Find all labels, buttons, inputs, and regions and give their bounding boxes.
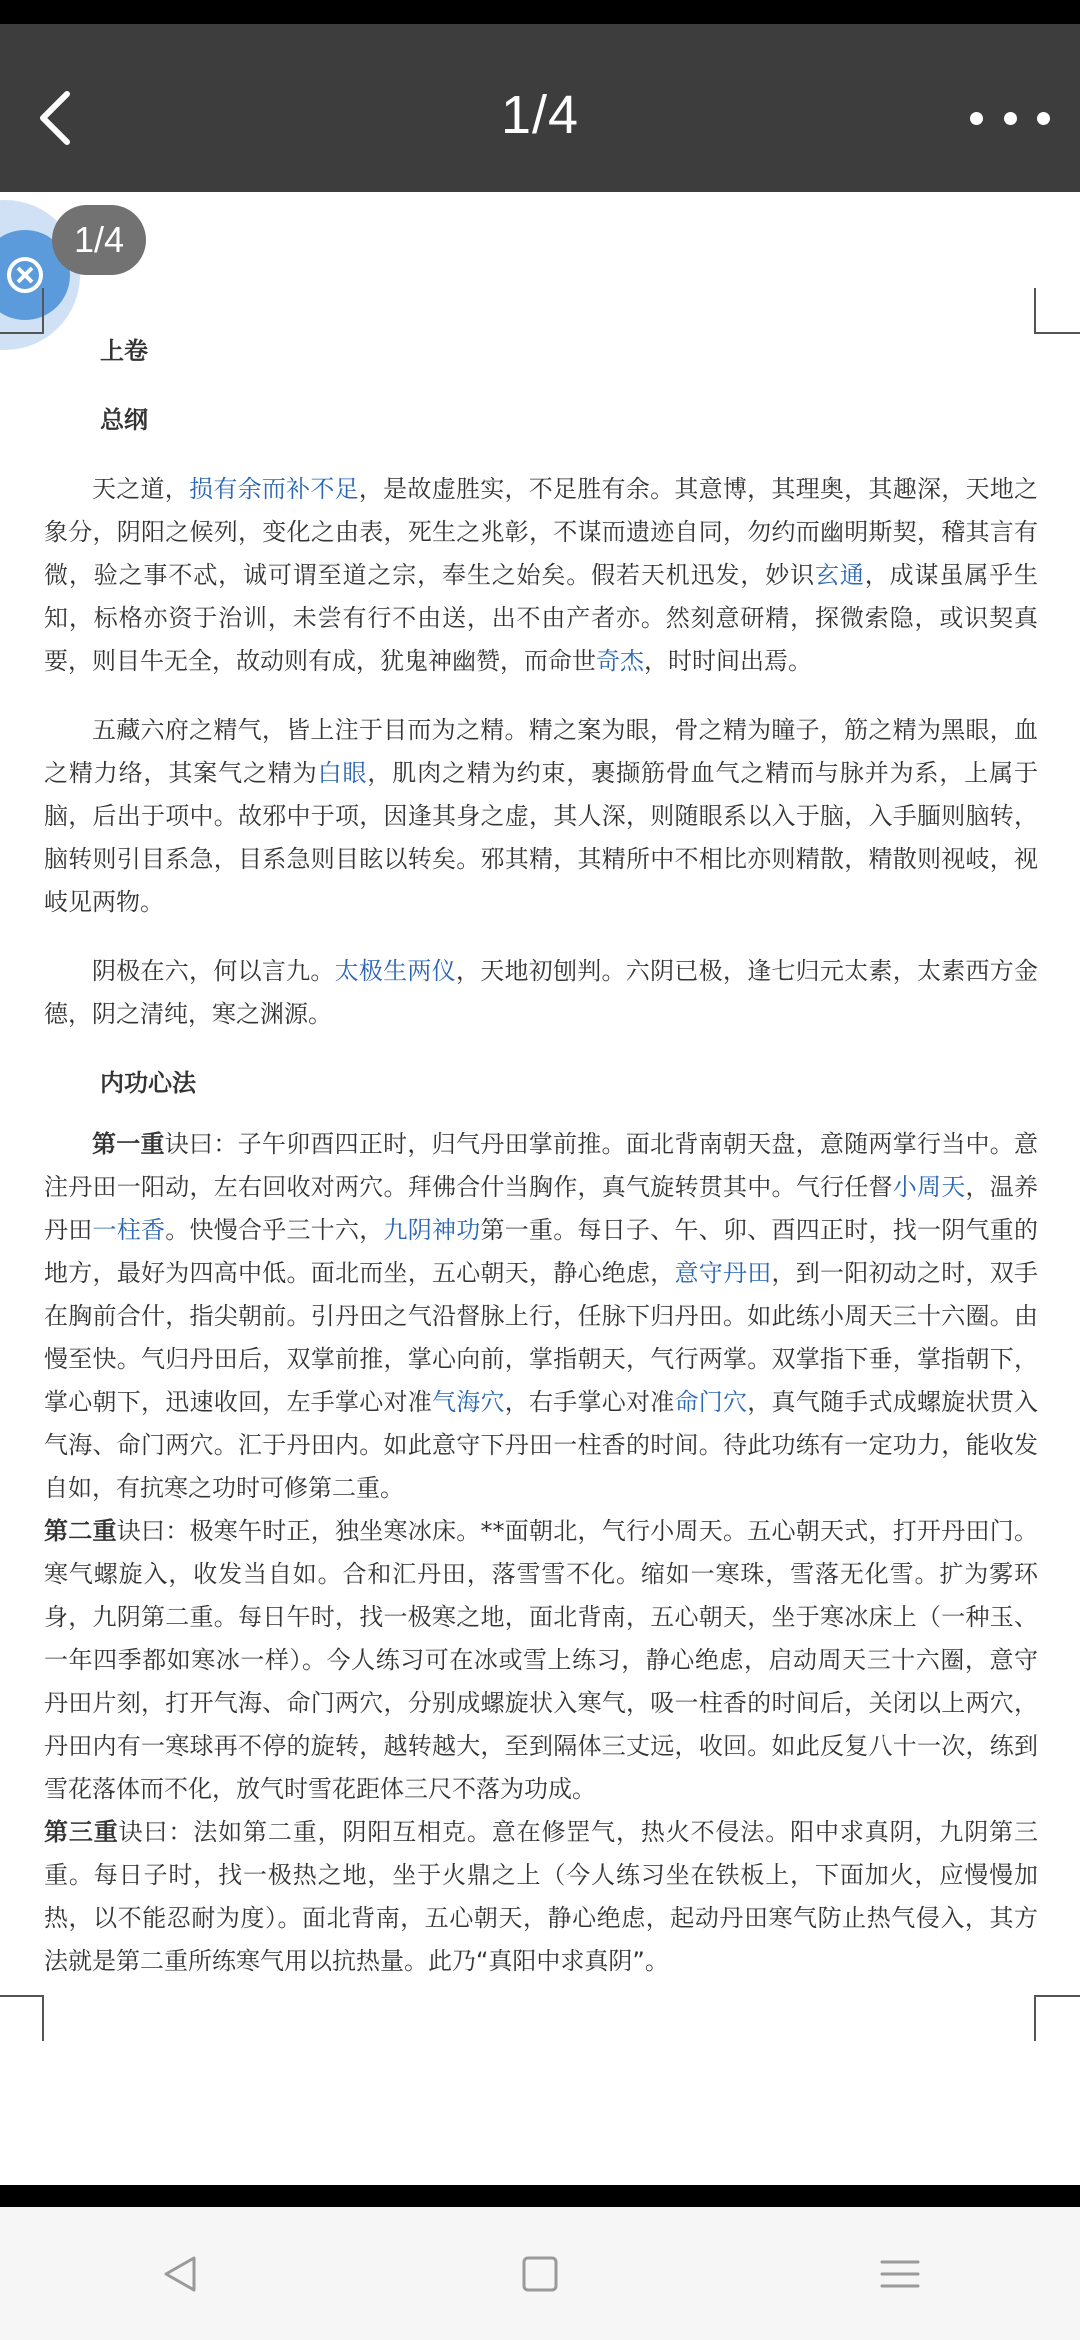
text-span: ，真气随手式成螺旋状贯入气海、命门两穴。汇于丹田内。如此意守下丹田一柱香的时间。待此功练有一定功力，能收发自如，有抗寒之功时可修第二重。: [44, 1388, 1038, 1502]
text-span: ，到一阳初动之时，双手在胸前合什，指尖朝前。引丹田之气沿督脉上行，任脉下归丹田。如此练小周天三十六圈。由慢至快。气归丹田后，双掌前推，掌心向前，掌指朝天，气行两掌。双掌指下垂，掌指朝下，掌心朝下，迅速收回，左手掌心对准: [44, 1259, 1038, 1416]
keyword-link[interactable]: 白眼: [317, 759, 368, 787]
nav-home-button[interactable]: [480, 2234, 600, 2314]
text-span: 第一重。每日子、午、卯、酉四正时，找一阴气重的地方，最好为四高中低。面北而坐，五心朝天，静心绝虑，: [44, 1216, 1038, 1287]
page-indicator-pill: 1/4: [52, 205, 146, 275]
keyword-link[interactable]: 意守丹田: [674, 1259, 772, 1287]
text-span: 阴极在六，何以言九。: [92, 957, 335, 985]
keyword-link[interactable]: 奇杰: [596, 647, 644, 675]
more-dot-icon: [970, 112, 983, 125]
square-home-icon: [520, 2254, 560, 2294]
keyword-link[interactable]: 一柱香: [92, 1216, 166, 1244]
text-span: 天之道，: [92, 475, 190, 503]
page-title: 1/4: [500, 85, 580, 145]
keyword-link[interactable]: 太极生两仪: [334, 957, 456, 985]
paragraph-level-1: [44, 1123, 1038, 1510]
paragraph-2: [44, 709, 1038, 924]
section-heading-overview: 总纲: [100, 406, 148, 434]
level-title: 第二重: [44, 1517, 117, 1545]
status-bar: [0, 0, 1080, 24]
triangle-back-icon: [158, 2252, 202, 2296]
section-heading-inner-method: 内功心法: [100, 1069, 196, 1097]
text-span: 诀曰：极寒午时正，独坐寒冰床。**面朝北，气行小周天。五心朝天式，打开丹田门。寒气螺旋入，收发当自如。合和汇丹田，落雪雪不化。缩如一寒珠，雪落无化雪。扩为雾环身，九阴第二重。每日午时，找一极寒之地，面北背南，五心朝天，坐于寒冰床上（一种玉、一年四季都如寒冰一样）。今人练习可在冰或雪上练习，静心绝虑，启动周天三十六圈，意守丹田片刻，打开气海、命门两穴，分别成螺旋状入寒气，吸一柱香的时间后，关闭以上两穴，丹田内有一寒球再不停的旋转，越转越大，至到隔体三丈远，收回。如此反复八十一次，练到雪花落体而不化，放气时雪花距体三尺不落为功成。: [44, 1517, 1038, 1803]
system-navigation-bar: [0, 2207, 1080, 2340]
text-span: 五藏六府之精气，皆上注于目而为之精。精之案为眼，骨之精为瞳子，筋之精为黑眼，血之精力络，其案气之精为: [44, 716, 1038, 787]
text-span: ，天地初刨判。六阴已极，逢七归元太素，太素西方金德，阴之清纯，寒之渊源。: [44, 957, 1039, 1028]
level-title: 第三重: [44, 1818, 119, 1846]
nav-back-button[interactable]: [120, 2234, 240, 2314]
text-span: ，时时间出焉。: [644, 647, 812, 675]
crop-mark-bottom-left: [0, 1995, 44, 2041]
text-span: 诀曰：法如第二重，阴阳互相克。意在修罡气，热火不侵法。阳中求真阴，九阴第三重。每日子时，找一极热之地，坐于火鼎之上（今人练习坐在铁板上，下面加火，应慢慢加热，以不能忍耐为度）。面北背南，五心朝天，静心绝虑，起动丹田寒气防止热气侵入，其方法就是第二重所练寒气用以抗热量。此乃“真阳中求真阴”。: [44, 1818, 1039, 1975]
paragraph-level-3: [44, 1811, 1038, 1983]
keyword-link[interactable]: 命门穴: [674, 1388, 748, 1416]
paragraph-level-2: [44, 1510, 1038, 1811]
nav-menu-button[interactable]: [840, 2234, 960, 2314]
text-span: 诀曰：子午卯酉四正时，归气丹田掌前推。面北背南朝天盘，意随两掌行当中。意注丹田一阳动，左右回收对两穴。拜佛合什当胸作，真气旋转贯其中。气行任督: [44, 1130, 1039, 1201]
crop-mark-bottom-right: [1034, 1995, 1080, 2041]
text-span: ，肌肉之精为约束，裹撷筋骨血气之精而与脉并为系，上属于脑，后出于项中。故邪中于项，因逢其身之虚，其人深，则随眼系以入于脑，入手腼则脑转，脑转则引目系急，目系急则目眩以转矣。邪其精，其精所中不相比亦则精散，精散则视岐，视岐见两物。: [44, 759, 1039, 916]
text-span: ，成谋虽属乎生知，标格亦资于治训，未尝有行不由送，出不由产者亦。然刻意研精，探微索隐，或识契真要，则目牛无全，故动则有成，犹鬼神幽赞，而命世: [44, 561, 1039, 675]
crop-mark-top-left: [0, 288, 44, 334]
document-body: [44, 320, 1038, 1983]
more-dot-icon: [1037, 112, 1050, 125]
text-span: 。快慢合乎三十六，: [165, 1216, 384, 1244]
bottom-black-bar: [0, 2185, 1080, 2207]
keyword-link[interactable]: 小周天: [892, 1173, 966, 1201]
text-span: ，温养丹田: [44, 1173, 1038, 1244]
level-title: 第一重: [92, 1130, 165, 1158]
text-span: ，右手掌心对准: [504, 1388, 675, 1416]
volume-heading: 上卷: [100, 337, 148, 365]
more-dot-icon: [1004, 112, 1017, 125]
menu-lines-icon: [878, 2254, 922, 2294]
paragraph-3: [44, 950, 1038, 1036]
text-span: ，是故虚胜实，不足胜有余。其意博，其理奥，其趣深，天地之象分，阴阳之候列，变化之由表，死生之兆彰，不谋而遗迹自同，勿约而幽明斯契，稽其言有微，验之事不忒，诚可谓至道之宗，奉生之始矣。假若天机迅发，妙识: [44, 475, 1039, 589]
top-app-bar: [0, 24, 1080, 192]
paragraph-1: [44, 468, 1038, 683]
keyword-link[interactable]: 九阴神功: [383, 1216, 481, 1244]
keyword-link[interactable]: 玄通: [815, 561, 865, 589]
keyword-link[interactable]: 气海穴: [432, 1388, 505, 1416]
crop-mark-top-right: [1034, 288, 1080, 334]
keyword-link[interactable]: 损有余而补不足: [189, 475, 359, 503]
more-options-button[interactable]: [970, 98, 1050, 138]
